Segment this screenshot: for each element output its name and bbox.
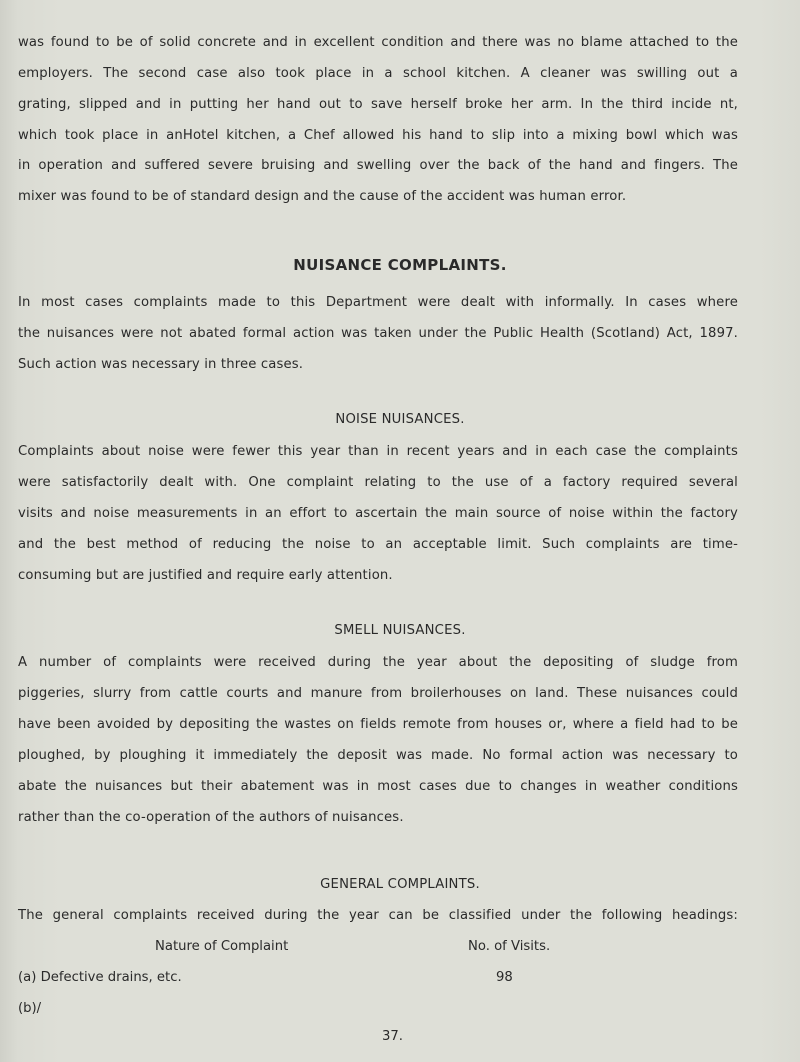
paragraph-line: grating, slipped and in putting her hand out to save herself broke her arm. In the third incide nt, bbox=[18, 97, 738, 112]
paragraph-line: were satisfactorily dealt with. One complaint relating to the use of a factory required several bbox=[18, 475, 738, 490]
table-header-nature: Nature of Complaint bbox=[155, 939, 289, 954]
table-cell-nature: (a) Defective drains, etc. bbox=[18, 970, 182, 985]
paragraph-line: piggeries, slurry from cattle courts and manure from broilerhouses on land. These nuisances could bbox=[18, 686, 738, 701]
paragraph-line: which took place in anHotel kitchen, a Chef allowed his hand to slip into a mixing bowl which was bbox=[18, 128, 738, 143]
section-heading-nuisance-complaints: NUISANCE COMPLAINTS. bbox=[293, 256, 507, 274]
paragraph-line: abate the nuisances but their abatement was in most cases due to changes in weather conditions bbox=[18, 779, 738, 794]
section-heading-general-complaints: GENERAL COMPLAINTS. bbox=[320, 877, 480, 892]
paragraph-line: Complaints about noise were fewer this year than in recent years and in each case the complaints bbox=[18, 444, 738, 459]
paragraph-line: consuming but are justified and require early attention. bbox=[18, 568, 393, 583]
paragraph-line: employers. The second case also took place in a school kitchen. A cleaner was swilling out a bbox=[18, 66, 738, 81]
paragraph-line: in operation and suffered severe bruising and swelling over the back of the hand and fingers. The bbox=[18, 158, 738, 173]
table-header-visits: No. of Visits. bbox=[468, 939, 551, 954]
table-cell-visits: 98 bbox=[496, 970, 513, 985]
paragraph-line: and the best method of reducing the noise to an acceptable limit. Such complaints are time- bbox=[18, 537, 738, 552]
paragraph-line: have been avoided by depositing the wastes on fields remote from houses or, where a field had to be bbox=[18, 717, 738, 732]
section-heading-noise-nuisances: NOISE NUISANCES. bbox=[335, 412, 465, 427]
paragraph-line: visits and noise measurements in an effort to ascertain the main source of noise within the factory bbox=[18, 506, 738, 521]
paragraph-line: Such action was necessary in three cases. bbox=[18, 357, 304, 372]
paragraph-line: In most cases complaints made to this Department were dealt with informally. In cases where bbox=[18, 295, 738, 310]
paragraph-line: ploughed, by ploughing it immediately the deposit was made. No formal action was necessary to bbox=[18, 748, 738, 763]
paragraph-line: rather than the co-operation of the authors of nuisances. bbox=[18, 810, 404, 825]
page-number: 37. bbox=[382, 1029, 403, 1044]
paragraph-line: A number of complaints were received during the year about the depositing of sludge from bbox=[18, 655, 738, 670]
paragraph-line: was found to be of solid concrete and in excellent condition and there was no blame attached to the bbox=[18, 35, 738, 50]
paragraph-line: the nuisances were not abated formal action was taken under the Public Health (Scotland) Act, 1897. bbox=[18, 326, 738, 341]
paragraph-line: mixer was found to be of standard design and the cause of the accident was human error. bbox=[18, 189, 627, 204]
paragraph-line: The general complaints received during the year can be classified under the following headings: bbox=[18, 908, 738, 923]
continuation-marker: (b)/ bbox=[18, 1001, 42, 1016]
section-heading-smell-nuisances: SMELL NUISANCES. bbox=[334, 623, 466, 638]
